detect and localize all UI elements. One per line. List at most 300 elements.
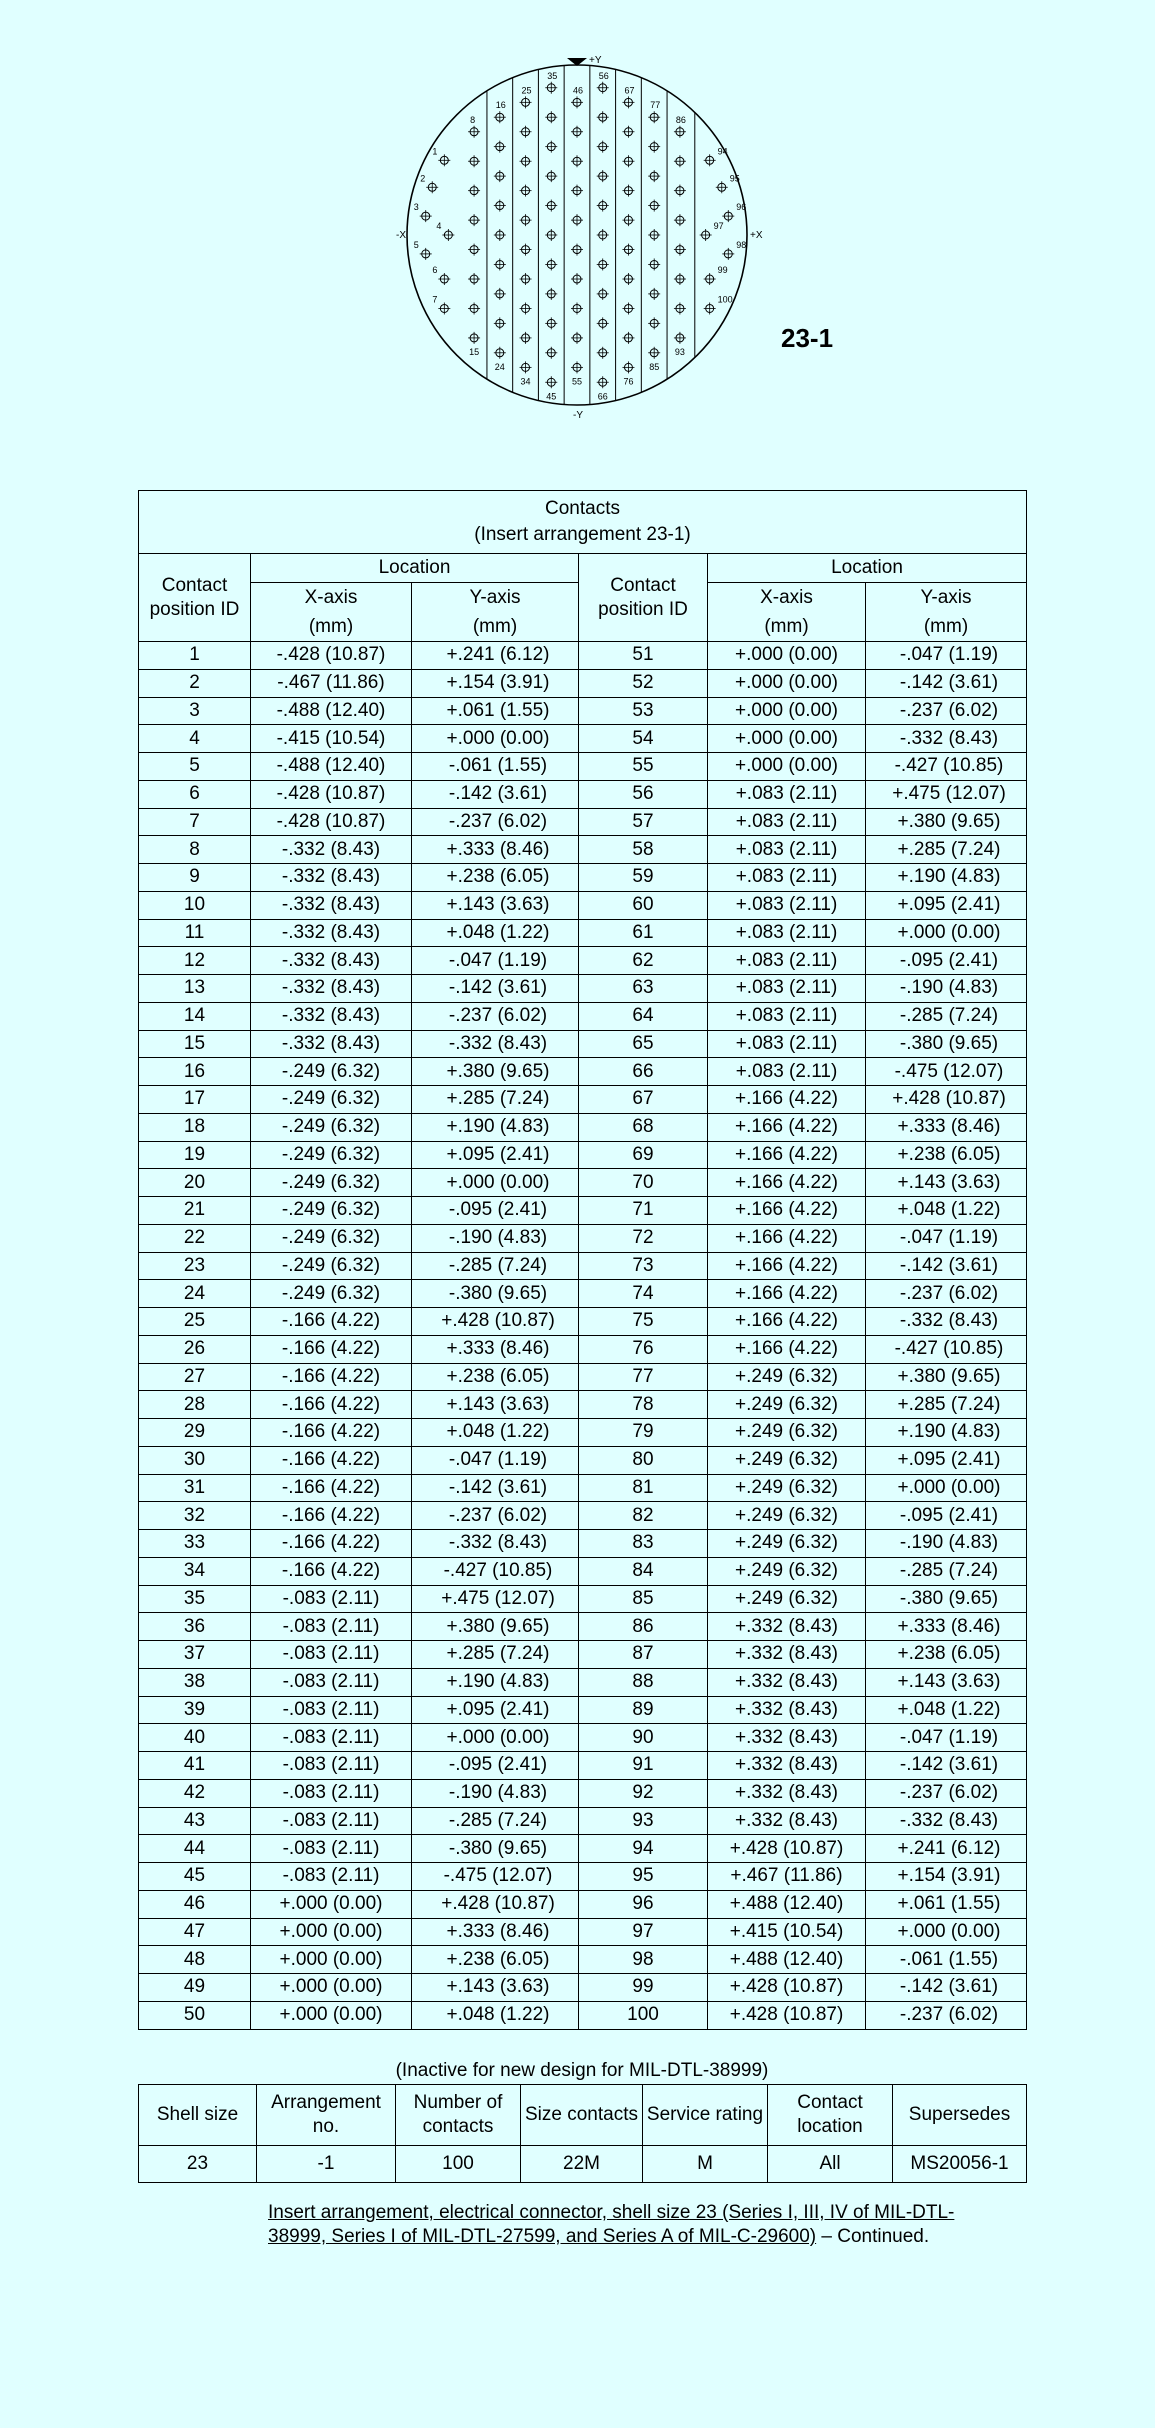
y-axis-cell: +.333 (8.46) (412, 1335, 579, 1363)
contact-number-label: 7 (432, 294, 438, 305)
contact-id-cell: 87 (579, 1641, 708, 1669)
x-axis-cell: +.249 (6.32) (708, 1446, 866, 1474)
y-axis-cell: +.380 (9.65) (412, 1058, 579, 1086)
contact-symbol (648, 141, 660, 153)
x-axis-cell: +.166 (4.22) (708, 1113, 866, 1141)
table-row (139, 1335, 1027, 1363)
contact-id-cell: 80 (579, 1446, 708, 1474)
y-axis-cell: -.190 (4.83) (866, 975, 1027, 1003)
contact-symbol (622, 273, 634, 285)
contact-number-label: 34 (520, 376, 531, 387)
contact-id-cell: 62 (579, 947, 708, 975)
table-row (139, 1224, 1027, 1252)
y-axis-cell: -.332 (8.43) (866, 1807, 1027, 1835)
y-axis-cell: +.095 (2.41) (866, 1446, 1027, 1474)
y-axis-cell: +.095 (2.41) (866, 891, 1027, 919)
x-axis-cell: -.332 (8.43) (251, 1030, 412, 1058)
x-axis-cell: -.166 (4.22) (251, 1446, 412, 1474)
table-row (139, 1141, 1027, 1169)
table-row (139, 1113, 1027, 1141)
x-axis-cell: +.249 (6.32) (708, 1557, 866, 1585)
y-axis-cell: -.190 (4.83) (412, 1224, 579, 1252)
contact-symbol (494, 258, 506, 270)
x-axis-cell: -.166 (4.22) (251, 1557, 412, 1585)
contact-symbol (622, 126, 634, 138)
contact-id-cell: 39 (139, 1696, 251, 1724)
contact-symbol (520, 361, 532, 373)
x-axis-cell: -.083 (2.11) (251, 1724, 412, 1752)
contact-symbol (571, 302, 583, 314)
inactive-note: (Inactive for new design for MIL-DTL-38999) (395, 2060, 769, 2081)
table-row (139, 2001, 1027, 2029)
contact-number-label: 85 (649, 361, 660, 372)
x-axis-cell: -.083 (2.11) (251, 1585, 412, 1613)
y-axis-cell: +.241 (6.12) (866, 1835, 1027, 1863)
x-axis-cell: -.249 (6.32) (251, 1058, 412, 1086)
contact-symbol (704, 302, 716, 314)
y-axis-cell: -.047 (1.19) (866, 1224, 1027, 1252)
contact-symbol (597, 347, 609, 359)
y-axis-cell: +.000 (0.00) (412, 1169, 579, 1197)
y-axis-cell: -.142 (3.61) (866, 669, 1027, 697)
contact-symbol (722, 210, 734, 222)
contact-number-label: 76 (623, 376, 634, 387)
table-row (139, 1696, 1027, 1724)
y-axis-cell: +.143 (3.63) (866, 1668, 1027, 1696)
contact-id-cell: 64 (579, 1002, 708, 1030)
y-axis-cell: -.142 (3.61) (866, 1752, 1027, 1780)
contacts-header-row-1 (139, 554, 1027, 583)
x-axis-cell: +.000 (0.00) (251, 2001, 412, 2029)
contact-number-label: 46 (573, 85, 584, 96)
x-axis-cell: -.332 (8.43) (251, 891, 412, 919)
header-id-left (139, 554, 251, 642)
contact-symbol (571, 332, 583, 344)
contact-number-label: 45 (546, 391, 557, 402)
table-row (139, 1835, 1027, 1863)
contact-id-cell: 79 (579, 1419, 708, 1447)
contact-id-cell: 2 (139, 669, 251, 697)
x-axis-cell: -.083 (2.11) (251, 1641, 412, 1669)
table-row (139, 1419, 1027, 1447)
contact-symbol (468, 332, 480, 344)
contact-id-cell: 47 (139, 1918, 251, 1946)
y-axis-cell: +.285 (7.24) (412, 1086, 579, 1114)
contact-id-cell: 63 (579, 975, 708, 1003)
y-axis-cell: +.238 (6.05) (866, 1641, 1027, 1669)
table-row (139, 753, 1027, 781)
contact-symbol (468, 244, 480, 256)
y-axis-cell: +.190 (4.83) (866, 1419, 1027, 1447)
x-axis-cell: +.166 (4.22) (708, 1280, 866, 1308)
contact-number-label: 55 (572, 376, 583, 387)
contact-number-label: 24 (494, 361, 505, 372)
contact-symbol (597, 288, 609, 300)
y-axis-cell: +.143 (3.63) (412, 1391, 579, 1419)
contact-number-label: 86 (675, 114, 686, 125)
x-axis-cell: -.083 (2.11) (251, 1752, 412, 1780)
contact-symbol (520, 332, 532, 344)
contact-symbol (571, 126, 583, 138)
contact-symbol (494, 111, 506, 123)
y-axis-cell: +.238 (6.05) (412, 1363, 579, 1391)
contact-id-cell: 85 (579, 1585, 708, 1613)
table-row (139, 1974, 1027, 2002)
y-axis-cell: -.190 (4.83) (866, 1530, 1027, 1558)
x-axis-cell: +.332 (8.43) (708, 1613, 866, 1641)
contact-symbol (468, 273, 480, 285)
y-axis-cell: -.332 (8.43) (866, 1308, 1027, 1336)
y-axis-cell: -.427 (10.85) (866, 753, 1027, 781)
contact-symbol (597, 82, 609, 94)
x-axis-cell: +.332 (8.43) (708, 1779, 866, 1807)
table-row (139, 1308, 1027, 1336)
y-axis-cell: +.380 (9.65) (866, 1363, 1027, 1391)
table-row (139, 1058, 1027, 1086)
x-axis-cell: +.249 (6.32) (708, 1419, 866, 1447)
x-axis-cell: -.083 (2.11) (251, 1835, 412, 1863)
table-row (139, 1807, 1027, 1835)
x-axis-cell: +.332 (8.43) (708, 1696, 866, 1724)
table-row (139, 780, 1027, 808)
contact-symbol (494, 200, 506, 212)
contact-id-cell: 46 (139, 1890, 251, 1918)
y-axis-cell: -.237 (6.02) (866, 2001, 1027, 2029)
contact-id-cell: 44 (139, 1835, 251, 1863)
contact-id-cell: 35 (139, 1585, 251, 1613)
x-axis-cell: +.000 (0.00) (708, 753, 866, 781)
x-axis-cell: +.467 (11.86) (708, 1863, 866, 1891)
x-axis-cell: -.249 (6.32) (251, 1169, 412, 1197)
contact-id-cell: 65 (579, 1030, 708, 1058)
contact-id-cell: 52 (579, 669, 708, 697)
x-axis-cell: +.249 (6.32) (708, 1530, 866, 1558)
contact-id-cell: 68 (579, 1113, 708, 1141)
summary-header-cell: Supersedes (893, 2085, 1027, 2146)
contact-id-cell: 76 (579, 1335, 708, 1363)
table-row (139, 669, 1027, 697)
y-axis-cell: -.380 (9.65) (412, 1280, 579, 1308)
contact-symbol (468, 126, 480, 138)
contact-symbol (468, 302, 480, 314)
contact-symbol (722, 248, 734, 260)
table-row (139, 642, 1027, 670)
contact-symbol (674, 273, 686, 285)
y-axis-cell: +.048 (1.22) (412, 1419, 579, 1447)
y-axis-cell: +.095 (2.41) (412, 1141, 579, 1169)
x-axis-cell: +.166 (4.22) (708, 1086, 866, 1114)
x-axis-cell: +.249 (6.32) (708, 1502, 866, 1530)
contact-symbol (438, 302, 450, 314)
y-axis-cell: -.285 (7.24) (866, 1002, 1027, 1030)
contact-symbol (438, 154, 450, 166)
contact-symbol (648, 258, 660, 270)
y-axis-cell: +.238 (6.05) (866, 1141, 1027, 1169)
contact-id-cell: 98 (579, 1946, 708, 1974)
x-axis-cell: +.332 (8.43) (708, 1668, 866, 1696)
contact-id-cell: 73 (579, 1252, 708, 1280)
contact-symbol (420, 248, 432, 260)
y-axis-cell: +.475 (12.07) (866, 780, 1027, 808)
contact-id-cell: 81 (579, 1474, 708, 1502)
contact-id-cell: 86 (579, 1613, 708, 1641)
x-axis-cell: -.249 (6.32) (251, 1252, 412, 1280)
contact-id-cell: 5 (139, 753, 251, 781)
y-axis-cell: +.333 (8.46) (412, 836, 579, 864)
header-unit-y-left: (mm) (412, 613, 579, 642)
contact-symbol (468, 155, 480, 167)
contact-symbol (700, 229, 712, 241)
contact-id-cell: 54 (579, 725, 708, 753)
x-axis-cell: +.000 (0.00) (251, 1890, 412, 1918)
table-row (139, 1030, 1027, 1058)
y-axis-cell: -.095 (2.41) (412, 1197, 579, 1225)
contact-id-cell: 10 (139, 891, 251, 919)
contact-symbol (468, 185, 480, 197)
x-axis-cell: +.083 (2.11) (708, 864, 866, 892)
contact-id-cell: 12 (139, 947, 251, 975)
table-row (139, 1169, 1027, 1197)
contact-symbol (622, 332, 634, 344)
x-axis-cell: +.332 (8.43) (708, 1641, 866, 1669)
contact-id-cell: 70 (579, 1169, 708, 1197)
contact-id-cell: 7 (139, 808, 251, 836)
contact-id-cell: 99 (579, 1974, 708, 2002)
header-x-left: X-axis (251, 583, 412, 614)
table-row (139, 697, 1027, 725)
contact-id-cell: 20 (139, 1169, 251, 1197)
contact-id-cell: 13 (139, 975, 251, 1003)
header-y-left: Y-axis (412, 583, 579, 614)
x-axis-cell: +.166 (4.22) (708, 1308, 866, 1336)
contact-id-cell: 9 (139, 864, 251, 892)
x-axis-cell: +.166 (4.22) (708, 1141, 866, 1169)
contact-symbol (622, 96, 634, 108)
x-axis-cell: +.083 (2.11) (708, 891, 866, 919)
contact-id-cell: 67 (579, 1086, 708, 1114)
contact-id-cell: 37 (139, 1641, 251, 1669)
y-axis-cell: -.475 (12.07) (866, 1058, 1027, 1086)
contact-symbol (674, 126, 686, 138)
contact-number-label: 25 (521, 85, 532, 96)
x-axis-cell: -.083 (2.11) (251, 1779, 412, 1807)
x-axis-cell: +.249 (6.32) (708, 1474, 866, 1502)
contact-symbol (571, 155, 583, 167)
y-axis-cell: +.428 (10.87) (412, 1890, 579, 1918)
x-axis-cell: +.428 (10.87) (708, 2001, 866, 2029)
x-axis-cell: +.083 (2.11) (708, 947, 866, 975)
y-axis-cell: -.095 (2.41) (866, 947, 1027, 975)
table-row (139, 1752, 1027, 1780)
contact-symbol (622, 155, 634, 167)
contact-symbol (494, 317, 506, 329)
x-axis-cell: +.415 (10.54) (708, 1918, 866, 1946)
contact-id-cell: 41 (139, 1752, 251, 1780)
header-id-left-text: Contact position ID (149, 574, 240, 620)
y-axis-cell: +.143 (3.63) (412, 1974, 579, 2002)
contact-symbol (622, 361, 634, 373)
x-axis-cell: -.083 (2.11) (251, 1807, 412, 1835)
contact-symbol (597, 170, 609, 182)
contact-symbol (520, 155, 532, 167)
y-axis-cell: +.061 (1.55) (866, 1890, 1027, 1918)
table-row (139, 1280, 1027, 1308)
contact-symbol (420, 210, 432, 222)
contact-number-label: 67 (624, 85, 635, 96)
y-axis-cell: +.143 (3.63) (866, 1169, 1027, 1197)
contact-symbol (571, 96, 583, 108)
contact-symbol (597, 376, 609, 388)
contact-symbol (648, 200, 660, 212)
contact-id-cell: 82 (579, 1502, 708, 1530)
table-row (139, 864, 1027, 892)
contact-symbol (648, 317, 660, 329)
x-axis-cell: -.166 (4.22) (251, 1502, 412, 1530)
y-axis-cell: -.095 (2.41) (412, 1752, 579, 1780)
y-axis-cell: +.333 (8.46) (412, 1918, 579, 1946)
axis-label-minus-x: -X (396, 230, 406, 241)
y-axis-cell: +.154 (3.91) (866, 1863, 1027, 1891)
contact-symbol (674, 155, 686, 167)
contact-symbol (704, 273, 716, 285)
contact-id-cell: 78 (579, 1391, 708, 1419)
table-row (139, 1918, 1027, 1946)
contacts-title-cell (139, 491, 1027, 554)
contact-symbol (494, 170, 506, 182)
table-row (139, 1946, 1027, 1974)
contact-symbol (648, 229, 660, 241)
header-x-right: X-axis (708, 583, 866, 614)
x-axis-cell: +.166 (4.22) (708, 1197, 866, 1225)
contact-symbol (520, 185, 532, 197)
contact-id-cell: 74 (579, 1280, 708, 1308)
contact-id-cell: 30 (139, 1446, 251, 1474)
contact-id-cell: 93 (579, 1807, 708, 1835)
header-id-right-text: Contact position ID (598, 574, 688, 620)
x-axis-cell: -.488 (12.40) (251, 697, 412, 725)
y-axis-cell: +.000 (0.00) (866, 1474, 1027, 1502)
y-axis-cell: -.237 (6.02) (412, 1502, 579, 1530)
x-axis-cell: +.249 (6.32) (708, 1585, 866, 1613)
contact-symbol (520, 273, 532, 285)
contact-id-cell: 8 (139, 836, 251, 864)
contact-symbol (545, 170, 557, 182)
contact-id-cell: 69 (579, 1141, 708, 1169)
contact-number-label: 2 (420, 173, 426, 184)
contact-id-cell: 45 (139, 1863, 251, 1891)
contact-id-cell: 89 (579, 1696, 708, 1724)
contact-symbol (648, 170, 660, 182)
y-axis-cell: +.048 (1.22) (412, 2001, 579, 2029)
contact-symbol (648, 288, 660, 300)
contact-number-label: 8 (470, 114, 476, 125)
x-axis-cell: -.428 (10.87) (251, 808, 412, 836)
x-axis-cell: -.083 (2.11) (251, 1696, 412, 1724)
contact-id-cell: 40 (139, 1724, 251, 1752)
x-axis-cell: -.332 (8.43) (251, 836, 412, 864)
y-axis-cell: +.000 (0.00) (866, 919, 1027, 947)
contacts-title: Contacts (545, 498, 620, 519)
contact-id-cell: 33 (139, 1530, 251, 1558)
y-axis-cell: +.285 (7.24) (866, 1391, 1027, 1419)
contact-number-label: 5 (413, 239, 419, 250)
contact-id-cell: 34 (139, 1557, 251, 1585)
contact-id-cell: 19 (139, 1141, 251, 1169)
contact-id-cell: 55 (579, 753, 708, 781)
caption-text: Insert arrangement, electrical connector, shell size 23 (Series I, III, IV of MIL-DTL-38999, Series I of MIL-DTL-27599, and Series A of MIL-C-29600) (268, 2202, 955, 2247)
y-axis-cell: +.095 (2.41) (412, 1696, 579, 1724)
connector-face-svg (390, 50, 790, 430)
summary-value-cell: MS20056-1 (893, 2146, 1027, 2183)
axis-label-plus-x: +X (750, 230, 763, 241)
contact-id-cell: 94 (579, 1835, 708, 1863)
caption-suffix: – Continued. (816, 2226, 930, 2247)
y-axis-cell: +.238 (6.05) (412, 864, 579, 892)
summary-value-cell: 100 (396, 2146, 521, 2183)
y-axis-cell: +.000 (0.00) (412, 1724, 579, 1752)
y-axis-cell: +.238 (6.05) (412, 1946, 579, 1974)
contact-id-cell: 84 (579, 1557, 708, 1585)
x-axis-cell: +.000 (0.00) (251, 1974, 412, 2002)
contact-symbol (545, 111, 557, 123)
contact-symbol (704, 154, 716, 166)
y-axis-cell: +.285 (7.24) (866, 836, 1027, 864)
table-row (139, 1363, 1027, 1391)
y-axis-cell: -.237 (6.02) (866, 697, 1027, 725)
contact-id-cell: 90 (579, 1724, 708, 1752)
arrangement-label: 23-1 (781, 323, 834, 353)
contact-id-cell: 61 (579, 919, 708, 947)
contact-id-cell: 60 (579, 891, 708, 919)
x-axis-cell: +.166 (4.22) (708, 1252, 866, 1280)
y-axis-cell: +.190 (4.83) (412, 1113, 579, 1141)
contact-id-cell: 48 (139, 1946, 251, 1974)
y-axis-cell: +.333 (8.46) (866, 1613, 1027, 1641)
contact-id-cell: 11 (139, 919, 251, 947)
contact-symbol (494, 141, 506, 153)
contact-symbol (571, 361, 583, 373)
contacts-table (138, 490, 1027, 2030)
contact-id-cell: 59 (579, 864, 708, 892)
x-axis-cell: -.083 (2.11) (251, 1613, 412, 1641)
y-axis-cell: +.000 (0.00) (412, 725, 579, 753)
contact-symbol (597, 229, 609, 241)
contact-id-cell: 38 (139, 1668, 251, 1696)
contact-id-cell: 72 (579, 1224, 708, 1252)
y-axis-cell: +.380 (9.65) (412, 1613, 579, 1641)
x-axis-cell: -.332 (8.43) (251, 975, 412, 1003)
y-axis-cell: +.190 (4.83) (412, 1668, 579, 1696)
contact-symbol (545, 376, 557, 388)
y-axis-cell: -.285 (7.24) (412, 1807, 579, 1835)
contact-number-label: 96 (736, 202, 747, 213)
table-row (139, 1613, 1027, 1641)
x-axis-cell: +.166 (4.22) (708, 1335, 866, 1363)
contact-symbol (438, 273, 450, 285)
contact-symbol (571, 273, 583, 285)
y-axis-cell: -.142 (3.61) (412, 780, 579, 808)
header-id-right (579, 554, 708, 642)
x-axis-cell: +.000 (0.00) (708, 642, 866, 670)
table-row (139, 1446, 1027, 1474)
contact-symbol (545, 317, 557, 329)
contact-id-cell: 15 (139, 1030, 251, 1058)
y-axis-cell: -.380 (9.65) (866, 1585, 1027, 1613)
contact-symbol (716, 181, 728, 193)
contact-symbol (622, 302, 634, 314)
contact-symbol (545, 229, 557, 241)
contact-id-cell: 6 (139, 780, 251, 808)
